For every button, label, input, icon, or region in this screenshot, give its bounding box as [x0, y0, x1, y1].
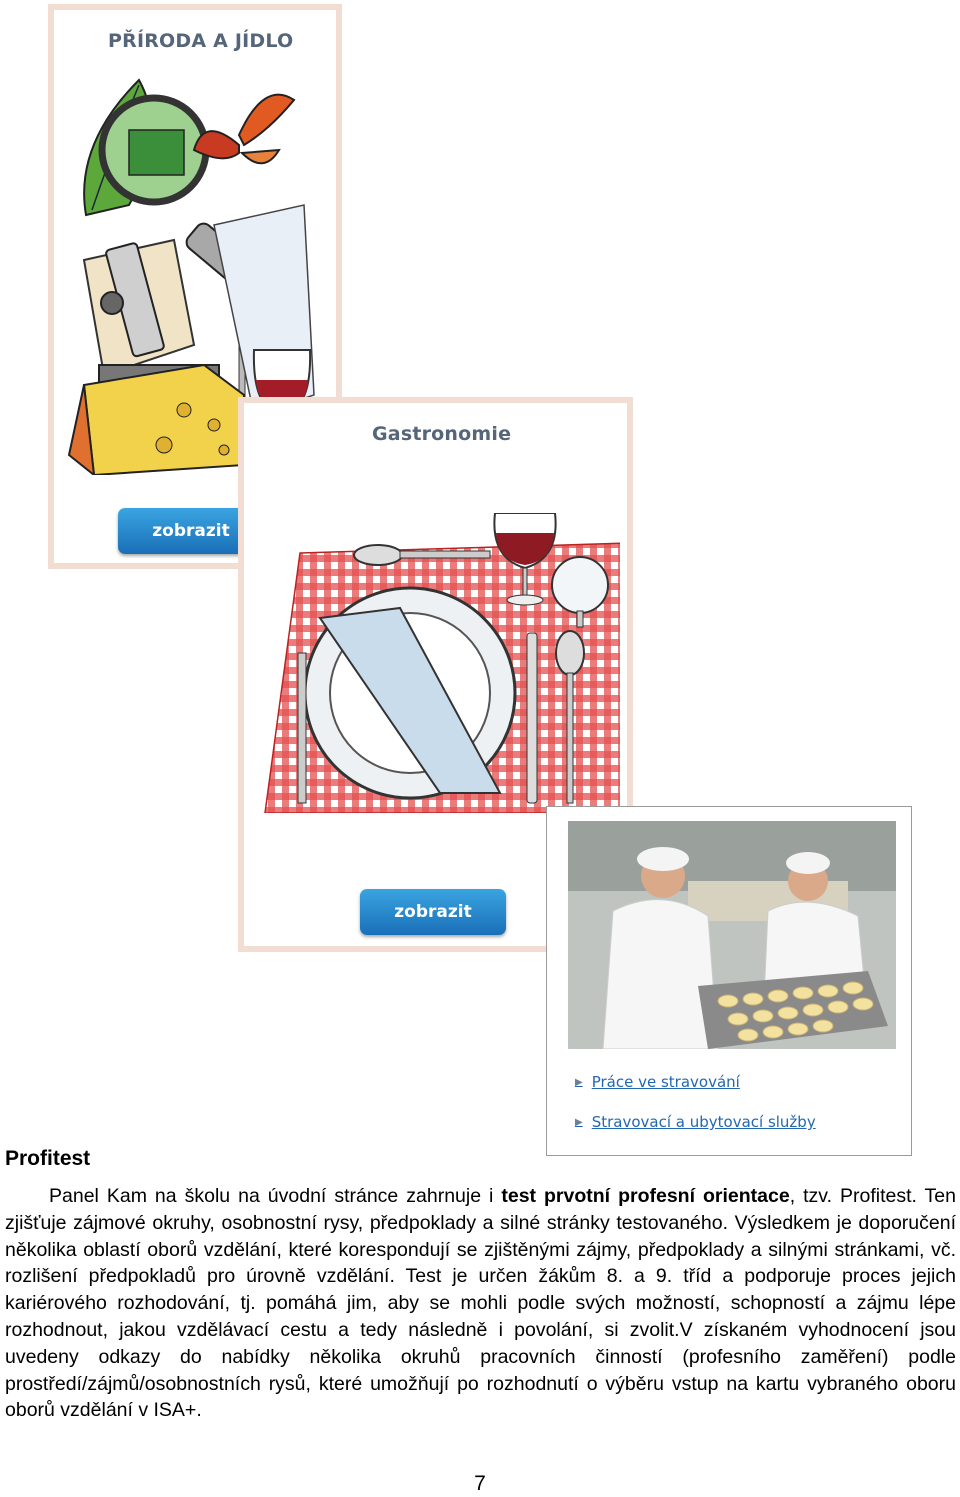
link-catering-accommodation-services[interactable]	[575, 1113, 816, 1131]
triangle-bullet-icon: ▶	[575, 1116, 583, 1128]
table-setting-illustration-icon	[240, 513, 620, 813]
paragraph-text-rest: , tzv. Profitest. Ten zjišťuje zájmové okruhy, osobnostní rysy, předpoklady a silné stránky testovaného. Výsledkem je doporučení několika oblastí oborů vzdělání, které korespondují se zjištěnými zájmy, předpoklady a silnými stránkami, vč. rozlišení předpokladů pro úrovně vzdělání. Test je určen žákům 8. a 9. tříd a podporuje proces jejich kariérového rozhodování, tj. pomáhá jim, aby se mohli podle svých možností, schopností a zájmu lépe rozhodnout, jakou vzdělávací cestu a tedy následně i povolání, si zvolit.V získaném vyhodnocení jsou uvedeny odkazy do nabídky několika okruhů pracovních činností (profesního zaměření) podle prostředí/zájmů/osobnostních rysů, které umožňují po rozhodnutí o výběru vstup na kartu vybraného oboru oborů vzdělání v ISA+.	[5, 1185, 956, 1422]
card-title: Gastronomie	[372, 423, 512, 445]
triangle-bullet-icon: ▶	[575, 1076, 583, 1088]
section-paragraph	[5, 1183, 956, 1424]
link-label[interactable]: Práce ve stravování	[591, 1073, 740, 1091]
show-button[interactable]: zobrazit	[118, 508, 264, 554]
paragraph-bold-term: test prvotní profesní orientace	[501, 1185, 790, 1207]
link-label[interactable]: Stravovací a ubytovací služby	[591, 1113, 816, 1131]
link-work-in-catering[interactable]	[575, 1073, 740, 1091]
kitchen-workers-photo	[568, 821, 896, 1049]
card-title: PŘÍRODA A JÍDLO	[108, 30, 294, 52]
page-number: 7	[474, 1472, 486, 1495]
show-button[interactable]: zobrazit	[360, 889, 506, 935]
paragraph-text-start: Panel Kam na školu na úvodní stránce zahrnuje i	[49, 1185, 502, 1207]
career-field-card	[546, 806, 912, 1156]
section-heading: Profitest	[5, 1147, 91, 1170]
